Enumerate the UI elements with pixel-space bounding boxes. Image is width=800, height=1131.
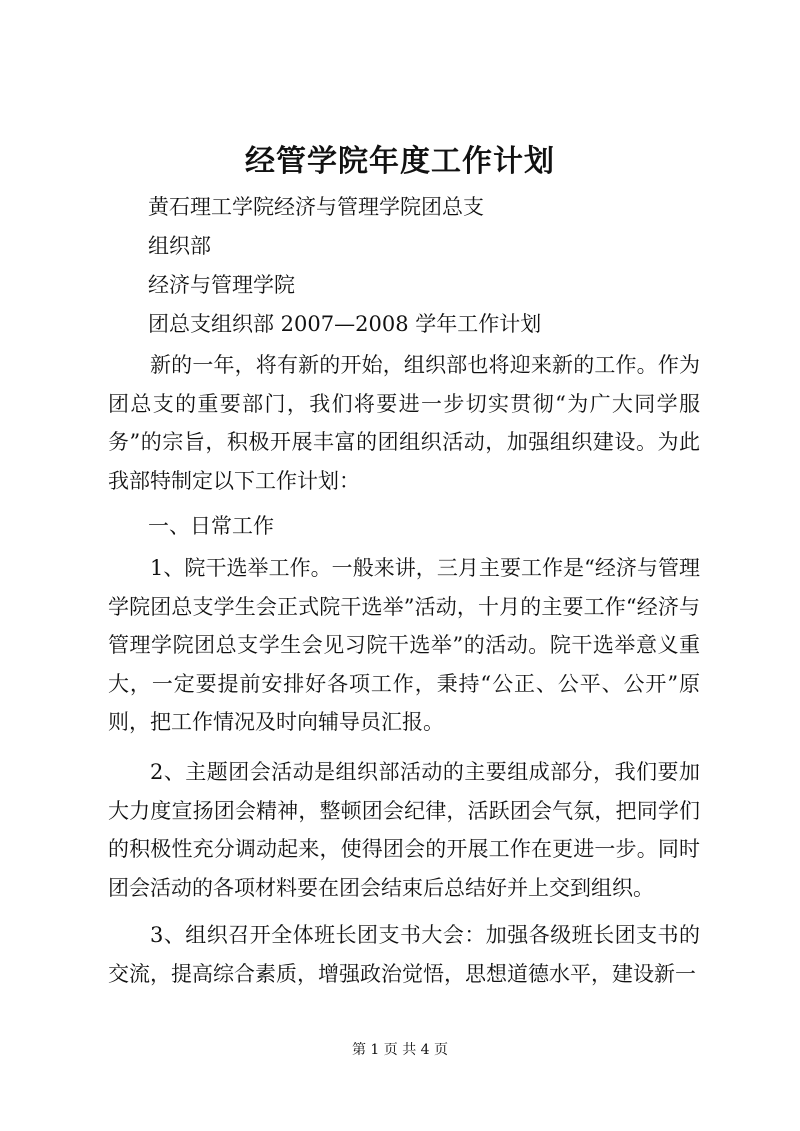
item-paragraph-2: 2、主题团会活动是组织部活动的主要组成部分，我们要加大力度宣扬团会精神，整顿团会纪律，活跃团会气氛，把同学们的积极性充分调动起来，使得团会的开展工作在更进一步。同时团会活动的各项材料要在团会结束后总结好并上交到组织。 (108, 760, 700, 900)
header-line-plan: 团总支组织部 2007—2008 学年工作计划 (148, 312, 542, 336)
section-heading: 一、日常工作 (148, 514, 274, 538)
intro-paragraph: 新的一年，将有新的开始，组织部也将迎来新的工作。作为团总支的重要部门，我们将要进一步切实贯彻“为广大同学服务”的宗旨，积极开展丰富的团组织活动，加强组织建设。为此我部特制定以下工作计划： (108, 353, 700, 493)
item-paragraph-3: 3、组织召开全体班长团支书大会：加强各级班长团支书的交流，提高综合素质，增强政治觉悟，思想道德水平，建设新一 (108, 923, 700, 986)
header-line-org: 黄石理工学院经济与管理学院团总支 (148, 195, 484, 219)
page-footer: 第 1 页 共 4 页 (351, 1042, 449, 1058)
header-line-dept: 组织部 (148, 234, 211, 258)
document-title: 经管学院年度工作计划 (245, 144, 555, 179)
header-line-college: 经济与管理学院 (148, 273, 295, 297)
item-paragraph-1: 1、院干选举工作。一般来讲，三月主要工作是“经济与管理学院团总支学生会正式院干选举”活动，十月的主要工作“经济与管理学院团总支学生会见习院干选举”的活动。院干选举意义重大，一定要提前安排好各项工作，秉持“公正、公平、公开”原则，把工作情况及时向辅导员汇报。 (108, 556, 700, 735)
